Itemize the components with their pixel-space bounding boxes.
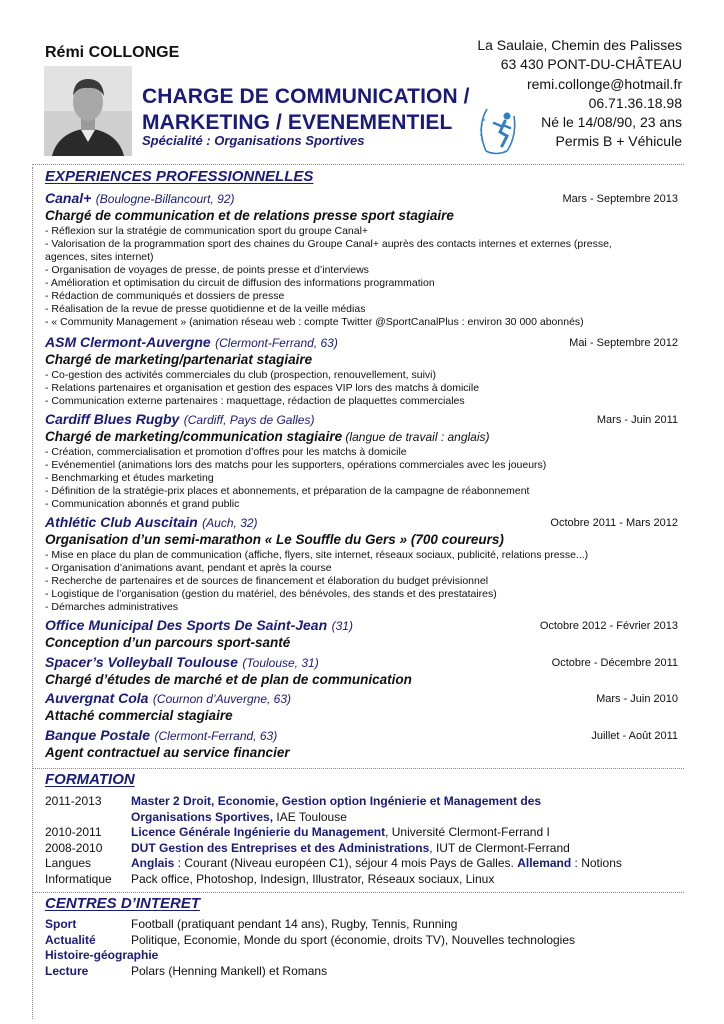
experience-item [45, 411, 681, 511]
experience-item [45, 654, 681, 689]
experience-role: Attaché commercial stagiaire [45, 708, 233, 723]
bullet: - Communication abonnés et grand public [45, 498, 240, 510]
experience-role: Agent contractuel au service financier [45, 745, 290, 760]
education-degree: Organisations Sportives, [131, 809, 274, 824]
interest-text: Football (pratiquant pendant 14 ans), Rugby, Tennis, Running [131, 917, 458, 931]
experience-location: (Clermont-Ferrand, 63) [215, 336, 338, 350]
experience-location: (Cardiff, Pays de Galles) [183, 413, 315, 427]
interest-label: Sport [45, 917, 77, 931]
education-degree: Licence Générale Ingénierie du Management [131, 825, 386, 839]
experience-head [45, 617, 681, 634]
experience-date: Octobre 2011 - Mars 2012 [550, 517, 678, 529]
contact-license: Permis B + Véhicule [555, 133, 682, 150]
experience-location: (31) [331, 619, 353, 633]
bullet: - Démarches administratives [45, 601, 179, 613]
experience-org: Canal+ [45, 190, 92, 206]
experience-head [45, 654, 681, 671]
interest-label: Lecture [45, 963, 89, 978]
experience-org: ASM Clermont-Auvergne [45, 334, 211, 350]
education-year [45, 810, 131, 826]
bullet: - Création, commercialisation et promotion d’offres pour les matchs à domicile [45, 446, 407, 458]
interest-row [45, 917, 685, 933]
experience-location: (Auch, 32) [202, 516, 258, 530]
contact-address: La Saulaie, Chemin des Palisses [477, 37, 682, 53]
experience-org: Spacer’s Volleyball Toulouse [45, 654, 238, 670]
experience-org: Athlétic Club Auscitain [45, 514, 198, 530]
contact-phone[interactable]: 06.71.36.18.98 [588, 94, 682, 111]
experience-date: Mai - Septembre 2012 [569, 337, 678, 349]
bullet: - Benchmarking et études marketing [45, 472, 214, 484]
language-name: Allemand [517, 856, 572, 870]
computing-row [45, 872, 685, 888]
experience-head [45, 690, 681, 707]
education-school: , IUT de Clermont-Ferrand [429, 840, 570, 855]
experience-bullets [45, 225, 681, 329]
bullet: - Valorisation de la programmation sport des chaines du Groupe Canal+ auprès des contacts internes et externes (presse, [45, 238, 612, 250]
experience-date: Octobre - Décembre 2011 [551, 657, 678, 669]
education-degree: Master 2 Droit, Economie, Gestion option Ingénierie et Management des [131, 794, 542, 808]
experience-location: (Toulouse, 31) [242, 656, 319, 670]
experience-item [45, 514, 681, 614]
bullet: - Définition de la stratégie-prix places et abonnements, et préparation de la campagne de réabonnement [45, 485, 530, 497]
candidate-name: Rémi COLLONGE [45, 44, 180, 61]
experience-date: Mars - Juin 2011 [596, 414, 678, 426]
section-title-interests: CENTRES D’INTERET [45, 895, 201, 912]
job-title-line-2: MARKETING / EVENEMENTIEL [142, 111, 453, 134]
experience-item [45, 727, 681, 762]
portrait-photo [44, 66, 132, 156]
experience-role [45, 428, 681, 446]
cv-header [0, 0, 724, 165]
interest-row [45, 933, 685, 949]
experience-org: Cardiff Blues Rugby [45, 411, 180, 427]
section-divider [32, 892, 684, 893]
experience-bullets [45, 446, 681, 511]
experience-date: Juillet - Août 2011 [591, 730, 678, 742]
education-school: IAE Toulouse [273, 809, 347, 824]
education-row [45, 810, 685, 826]
bullet: - Mise en place du plan de communication (affiche, flyers, site internet, réseaux sociaux, publicité, relations presse...) [45, 549, 589, 561]
specialty: Spécialité : Organisations Sportives [142, 133, 365, 148]
experience-role: Chargé de communication et de relations presse sport stagiaire [45, 208, 454, 223]
experience-date: Mars - Septembre 2013 [562, 193, 678, 205]
bullet: - Logistique de l’organisation (gestion du matériel, des bénévoles, des stands et des prestataires) [45, 588, 497, 600]
interest-label: Actualité [45, 932, 96, 947]
portrait-icon [44, 66, 132, 156]
education-row [45, 825, 685, 841]
experience-date: Octobre 2012 - Février 2013 [539, 620, 678, 632]
interest-text: Polars (Henning Mankell) et Romans [131, 963, 328, 978]
bullet: - Organisation de voyages de presse, de points presse et d’interviews [45, 264, 369, 276]
interest-text: Politique, Economie, Monde du sport (économie, droits TV), Nouvelles technologies [131, 932, 576, 947]
bullet: - Co-gestion des activités commerciales du club (prospection, renouvellement, suivi) [45, 369, 437, 381]
contact-block [477, 36, 682, 152]
experience-head [45, 411, 681, 428]
bullet: - Rédaction de communiqués et dossiers de presse [45, 290, 285, 302]
section-divider [32, 768, 684, 769]
bullet: - Réflexion sur la stratégie de communication sport du groupe Canal+ [45, 225, 369, 237]
education-school: , Université Clermont-Ferrand I [385, 825, 550, 839]
education-degree: DUT Gestion des Entreprises et des Administrations [131, 840, 430, 855]
language-level: : Notions [571, 856, 622, 870]
experience-location: (Boulogne-Billancourt, 92) [95, 192, 235, 206]
experience-org: Auvergnat Cola [45, 690, 149, 706]
bullet: - Communication externe partenaires : maquettage, rédaction de plaquettes commerciales [45, 395, 465, 407]
bullet: - Evénementiel (animations lors des matchs pour les supporters, opérations commerciales avec les joueurs) [45, 459, 547, 471]
experience-role: Chargé d’études de marché et de plan de communication [45, 672, 412, 687]
languages-label: Langues [45, 856, 92, 870]
experience-date: Mars - Juin 2010 [596, 693, 678, 705]
education-list [45, 794, 685, 887]
section-title-experience: EXPERIENCES PROFESSIONNELLES [45, 168, 314, 185]
experience-role: Organisation d’un semi-marathon « Le Souffle du Gers » (700 coureurs) [45, 532, 504, 547]
languages-row [45, 856, 685, 872]
interests-list [45, 917, 685, 979]
experience-role: Chargé de marketing/partenariat stagiaire [45, 352, 313, 367]
education-year: 2010-2011 [45, 825, 102, 839]
language-name: Anglais [131, 856, 175, 870]
job-title-line-1: CHARGE DE COMMUNICATION / [142, 85, 470, 108]
experience-head [45, 727, 681, 744]
computing-skills: Pack office, Photoshop, Indesign, Illustrator, Réseaux sociaux, Linux [131, 871, 495, 886]
experience-item [45, 334, 681, 408]
experience-item [45, 190, 681, 329]
contact-birth: Né le 14/08/90, 23 ans [541, 114, 682, 131]
experience-role: Conception d’un parcours sport-santé [45, 635, 291, 650]
experience-bullets [45, 369, 681, 408]
experience-item [45, 690, 681, 725]
education-year: 2011-2013 [45, 794, 102, 808]
contact-city: 63 430 PONT-DU-CHÂTEAU [500, 56, 682, 73]
education-row [45, 794, 685, 810]
experience-role-text: Chargé de marketing/communication stagiaire [45, 429, 343, 444]
experience-role-note: (langue de travail : anglais) [342, 430, 490, 444]
contact-email[interactable]: remi.collonge@hotmail.fr [526, 75, 682, 92]
experience-org: Banque Postale [45, 727, 151, 743]
experience-location: (Clermont-Ferrand, 63) [154, 729, 278, 743]
experience-head [45, 334, 681, 351]
bullet: agences, sites internet) [45, 251, 154, 263]
experience-bullets [45, 549, 681, 614]
interest-label: Histoire-géographie [45, 948, 159, 962]
bullet: - Réalisation de la revue de presse quotidienne et de la veille médias [45, 303, 366, 315]
bullet: - « Community Management » (animation réseau web : compte Twitter @SportCanalPlus : environ 30 000 abonnés) [45, 316, 584, 328]
experience-location: (Cournon d’Auvergne, 63) [152, 692, 292, 706]
header-divider [32, 164, 684, 165]
computing-label: Informatique [45, 871, 112, 886]
education-year: 2008-2010 [45, 840, 103, 855]
experience-head [45, 514, 681, 531]
experience-head [45, 190, 681, 207]
experience-org: Office Municipal Des Sports De Saint-Jean [45, 617, 328, 633]
interest-row [45, 948, 685, 964]
job-title [142, 84, 470, 136]
interest-row [45, 964, 685, 980]
education-row [45, 841, 685, 857]
section-title-education: FORMATION [45, 771, 135, 788]
bullet: - Organisation d’animations avant, pendant et après la course [45, 562, 332, 574]
interest-text [158, 948, 685, 964]
bullet: - Amélioration et optimisation du circuit de diffusion des informations programmation [45, 277, 435, 289]
bullet: - Recherche de partenaires et de sources de financement et élaboration du budget prévisionnel [45, 575, 489, 587]
language-level: : Courant (Niveau européen C1), séjour 4 mois Pays de Galles. [174, 856, 518, 870]
bullet: - Relations partenaires et organisation et gestion des espaces VIP lors des matchs à domicile [45, 382, 480, 394]
experience-item [45, 617, 681, 652]
